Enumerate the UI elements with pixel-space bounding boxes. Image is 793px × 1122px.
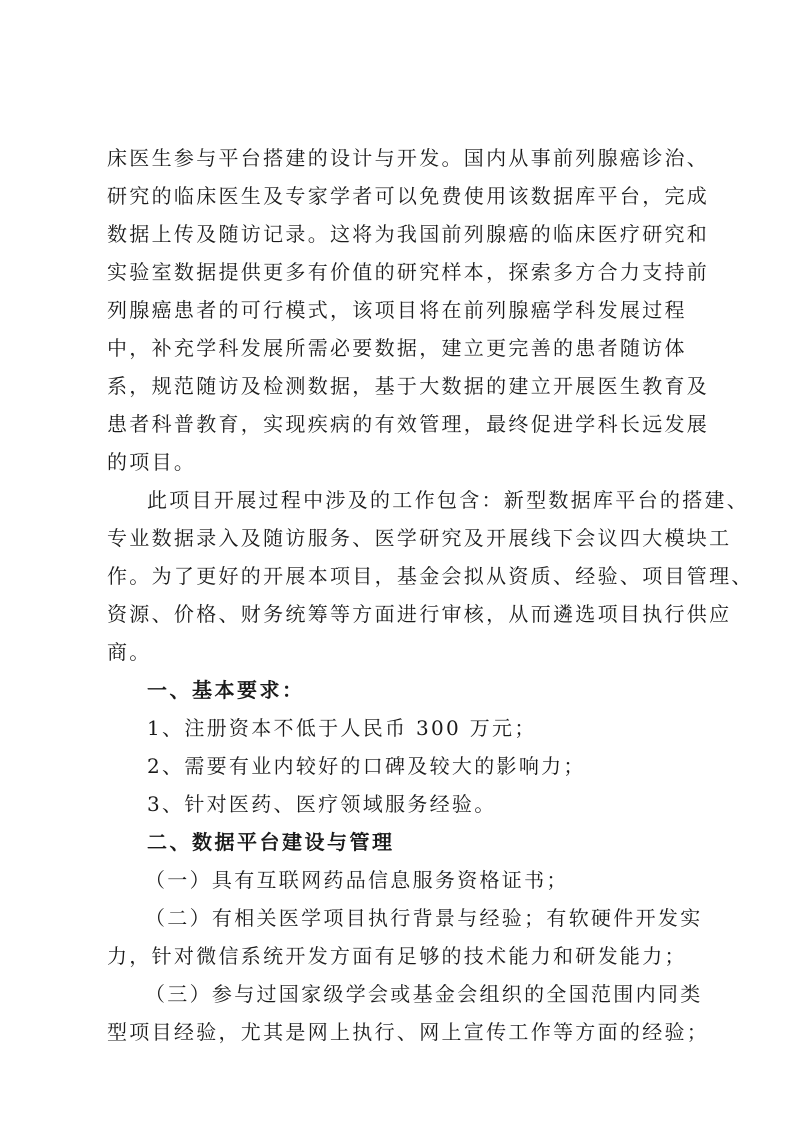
list-item: （三）参与过国家级学会或基金会组织的全国范围内同类 <box>145 982 703 1006</box>
paragraph-line: 中，补充学科发展所需必要数据，建立更完善的患者随访体 <box>107 336 687 360</box>
paragraph-line: 此项目开展过程中涉及的工作包含：新型数据库平台的搭建、 <box>147 488 750 512</box>
paragraph-line: 系，规范随访及检测数据，基于大数据的建立开展医生教育及 <box>107 374 710 398</box>
paragraph-line: 列腺癌患者的可行模式，该项目将在前列腺癌学科发展过程 <box>107 298 687 322</box>
paragraph-line: 床医生参与平台搭建的设计与开发。国内从事前列腺癌诊治、 <box>107 146 710 170</box>
paragraph-line: 实验室数据提供更多有价值的研究样本，探索多方合力支持前 <box>107 260 710 284</box>
section-heading: 二、数据平台建设与管理 <box>147 830 395 854</box>
paragraph-line: 商。 <box>107 640 152 664</box>
list-item: 3、针对医药、医疗领域服务经验。 <box>147 792 497 816</box>
paragraph-line: 作。为了更好的开展本项目，基金会拟从资质、经验、项目管理、 <box>107 564 754 588</box>
paragraph-line: 的项目。 <box>107 450 197 474</box>
paragraph-line: 研究的临床医生及专家学者可以免费使用该数据库平台，完成 <box>107 184 710 208</box>
paragraph-line: 专业数据录入及随访服务、医学研究及开展线下会议四大模块工 <box>107 526 732 550</box>
list-item: 2、需要有业内较好的口碑及较大的影响力； <box>147 754 586 778</box>
paragraph-line: 数据上传及随访记录。这将为我国前列腺癌的临床医疗研究和 <box>107 222 710 246</box>
paragraph-line: 资源、价格、财务统筹等方面进行审核，从而遴选项目执行供应 <box>107 602 732 626</box>
list-item: 1、注册资本不低于人民币 300 万元； <box>147 716 537 740</box>
list-item: （一）具有互联网药品信息服务资格证书； <box>145 868 569 892</box>
paragraph-line: 患者科普教育，实现疾病的有效管理，最终促进学科长远发展 <box>107 412 710 436</box>
list-item: 型项目经验，尤其是网上执行、网上宣传工作等方面的经验； <box>107 1020 710 1044</box>
section-heading: 一、基本要求： <box>147 678 305 702</box>
list-item: （二）有相关医学项目执行背景与经验；有软硬件开发实 <box>145 906 703 930</box>
list-item: 力，针对微信系统开发方面有足够的技术能力和研发能力； <box>107 944 687 968</box>
